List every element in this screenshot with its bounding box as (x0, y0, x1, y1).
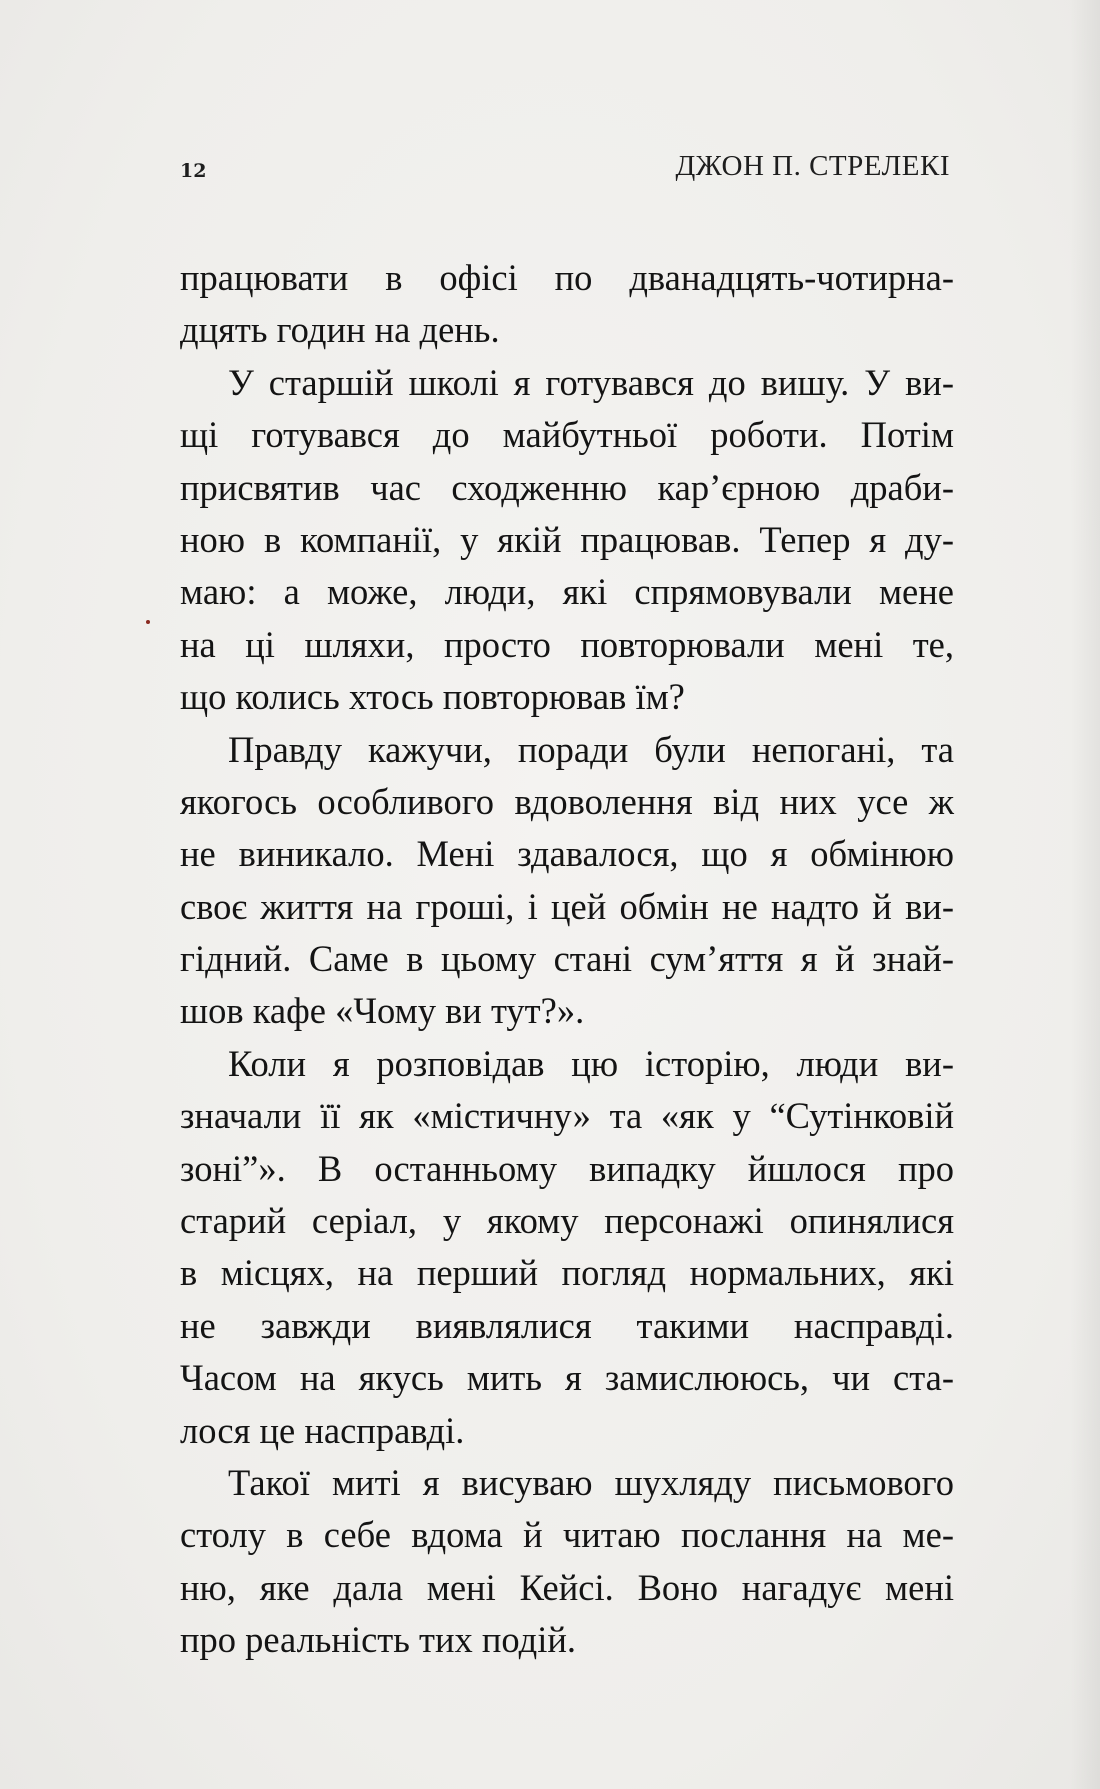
ink-speck (146, 620, 150, 624)
text-line: Часом на якусь мить я замислююсь, чи ста- (180, 1357, 954, 1399)
body-text (180, 252, 954, 1667)
page-number: 12 (180, 160, 207, 182)
text-line: про реальність тих подій. (180, 1619, 576, 1661)
text-line: щі готувався до майбутньої роботи. Потім (180, 414, 954, 456)
text-line: не завжди виявлялися такими насправді. (180, 1304, 954, 1346)
text-line: дцять годин на день. (180, 309, 500, 351)
paragraph (180, 252, 954, 357)
page-edge-shadow (1070, 0, 1100, 1789)
text-line: У старшій школі я готувався до вишу. У ви- (228, 361, 954, 403)
text-line: Правду кажучи, поради були непогані, та (228, 728, 954, 770)
text-line: присвятив час сходженню кар’єрною драби- (180, 466, 954, 508)
text-line: Такої миті я висуваю шухляду письмового (228, 1461, 954, 1503)
text-line: лося це насправді. (180, 1409, 465, 1451)
text-line: Коли я розповідав цю історію, люди ви- (228, 1042, 954, 1084)
text-line: на ці шляхи, просто повторювали мені те, (180, 623, 954, 665)
text-line: столу в себе вдома й читаю послання на ме- (180, 1514, 954, 1556)
paragraph (180, 357, 954, 724)
running-title: ДЖОН П. СТРЕЛЕКІ (675, 150, 950, 182)
text-line: старий серіал, у якому персонажі опинялися (180, 1200, 954, 1242)
text-line: гідний. Саме в цьому стані сум’яття я й знай- (180, 938, 954, 980)
text-line: своє життя на гроші, і цей обмін не надто й ви- (180, 885, 954, 927)
paragraph (180, 724, 954, 1038)
text-line: якогось особливого вдоволення від них усе ж (180, 780, 954, 822)
text-line: шов кафе «Чому ви тут?». (180, 990, 585, 1032)
text-line: працювати в офісі по дванадцять-чотирна- (180, 257, 954, 298)
text-line: ню, яке дала мені Кейсі. Воно нагадує мені (180, 1566, 954, 1608)
text-line: зоні”». В останньому випадку йшлося про (180, 1147, 954, 1189)
text-line: не виникало. Мені здавалося, що я обмінюю (180, 833, 954, 875)
running-head (180, 150, 950, 190)
text-line: в місцях, на перший погляд нормальних, які (180, 1252, 954, 1294)
paragraph (180, 1038, 954, 1457)
text-line: ною в компанії, у якій працював. Тепер я ду- (180, 518, 954, 560)
text-line: маю: а може, люди, які спрямовували мене (180, 571, 954, 613)
text-line: значали її як «містичну» та «як у “Сутінковій (180, 1095, 954, 1137)
paragraph (180, 1457, 954, 1667)
text-line: що колись хтось повторював їм? (180, 676, 685, 718)
